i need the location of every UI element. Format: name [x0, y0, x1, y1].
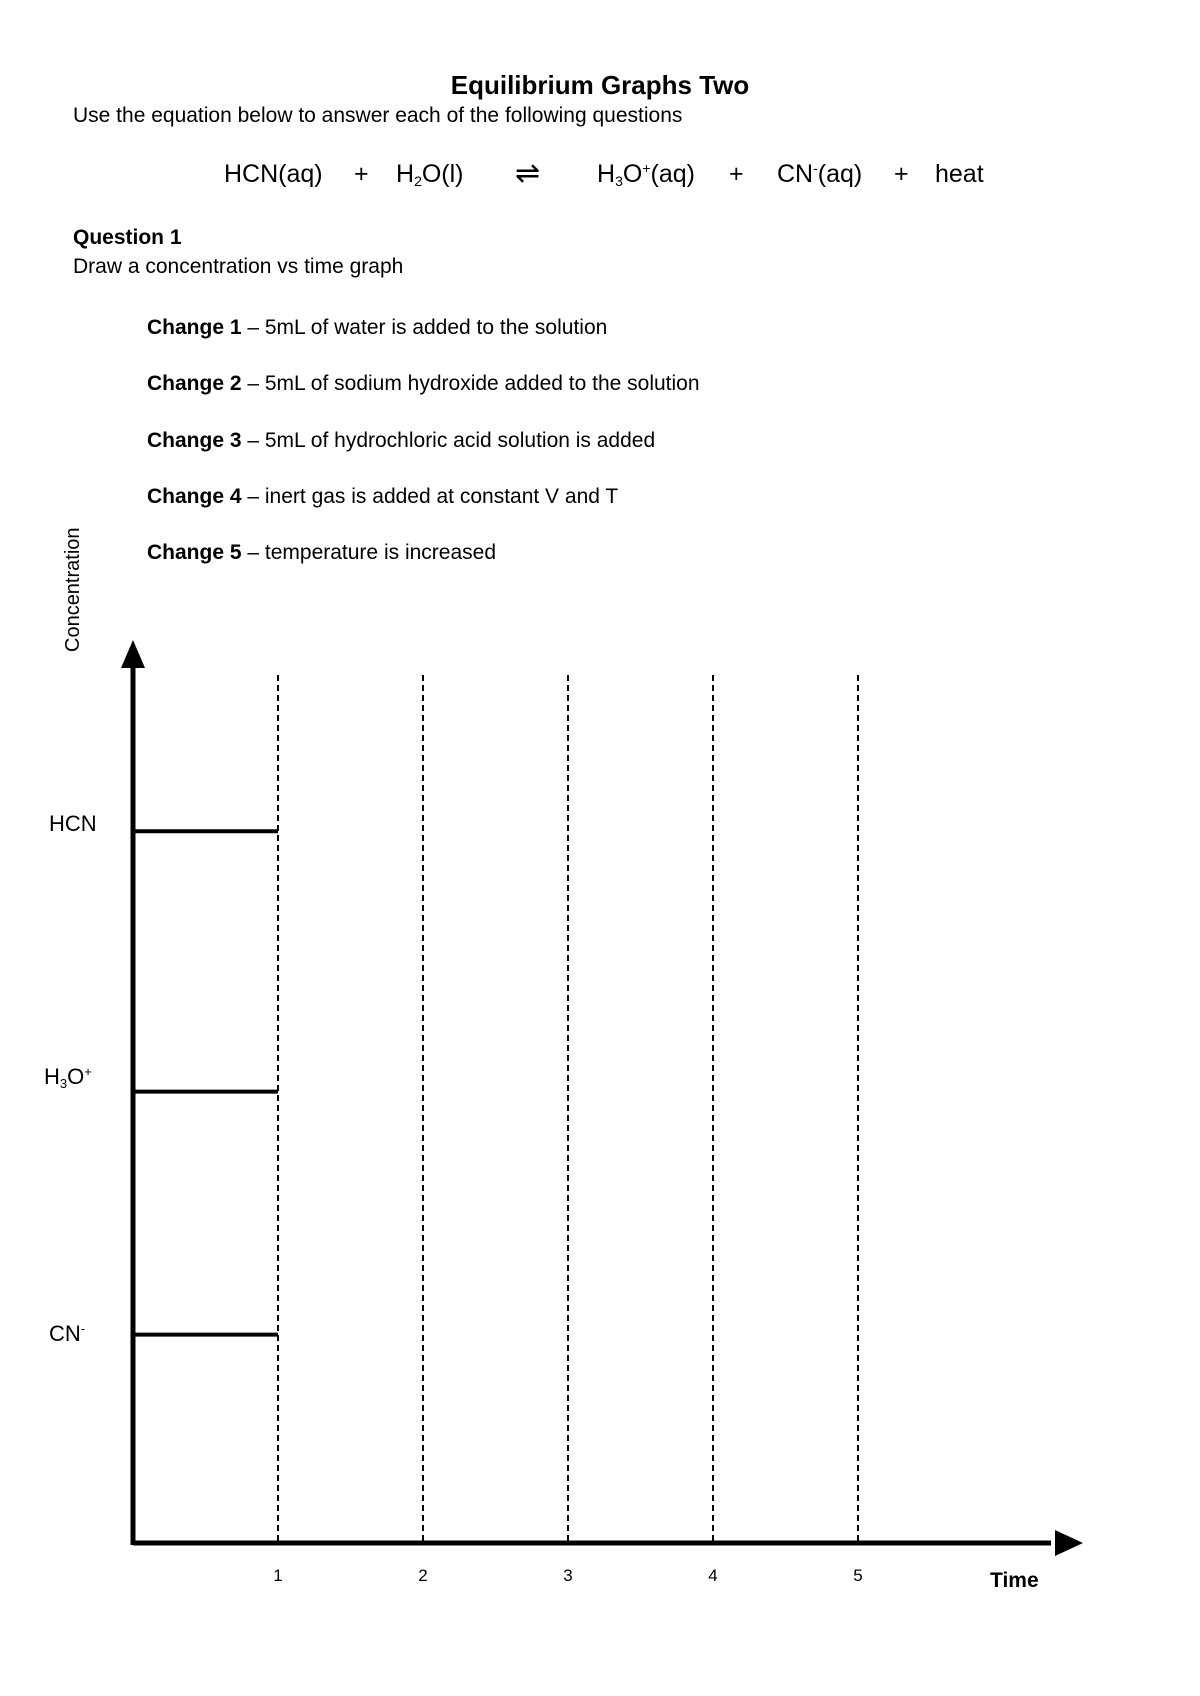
- heat-term: heat: [935, 160, 984, 188]
- plus-sign: +: [729, 160, 744, 188]
- reactant-hcn: HCN(aq): [224, 160, 323, 188]
- intro-text: Use the equation below to answer each of the following questions: [73, 104, 683, 127]
- change-item: Change 5 – temperature is increased: [147, 541, 496, 564]
- series-label-cn: CN-: [49, 1321, 86, 1346]
- x-axis-label: Time: [990, 1569, 1039, 1592]
- change-item: Change 2 – 5mL of sodium hydroxide added to the solution: [147, 372, 700, 395]
- change-item: Change 1 – 5mL of water is added to the solution: [147, 316, 608, 339]
- plus-sign: +: [894, 160, 909, 188]
- product-cyanide: CN-(aq): [777, 160, 863, 188]
- series-label-hcn: HCN: [49, 811, 97, 836]
- x-tick-label: 5: [853, 1566, 863, 1585]
- y-axis-arrow-icon: [121, 640, 145, 668]
- equilibrium-arrow-icon: ⇌: [515, 157, 541, 190]
- question-heading: Question 1: [73, 226, 182, 249]
- x-tick-label: 4: [708, 1566, 718, 1585]
- change-item: Change 3 – 5mL of hydrochloric acid solution is added: [147, 429, 656, 452]
- x-tick-label: 3: [563, 1566, 573, 1585]
- x-axis-arrow-icon: [1055, 1530, 1083, 1556]
- question-instruction: Draw a concentration vs time graph: [73, 255, 404, 278]
- x-tick-label: 1: [273, 1566, 283, 1585]
- product-hydronium: $H_3O^+(aq)$: [597, 160, 695, 189]
- x-tick-label: 2: [418, 1566, 428, 1585]
- plus-sign: +: [354, 160, 369, 188]
- change-item: Change 4 – inert gas is added at constant V and T: [147, 485, 619, 508]
- page-title: Equilibrium Graphs Two: [450, 70, 750, 100]
- reactant-water: $H_2O(l)$: [396, 160, 464, 189]
- series-label-h3o: $H_3O^+$: [44, 1064, 92, 1091]
- y-axis-label: Concentration: [62, 527, 84, 652]
